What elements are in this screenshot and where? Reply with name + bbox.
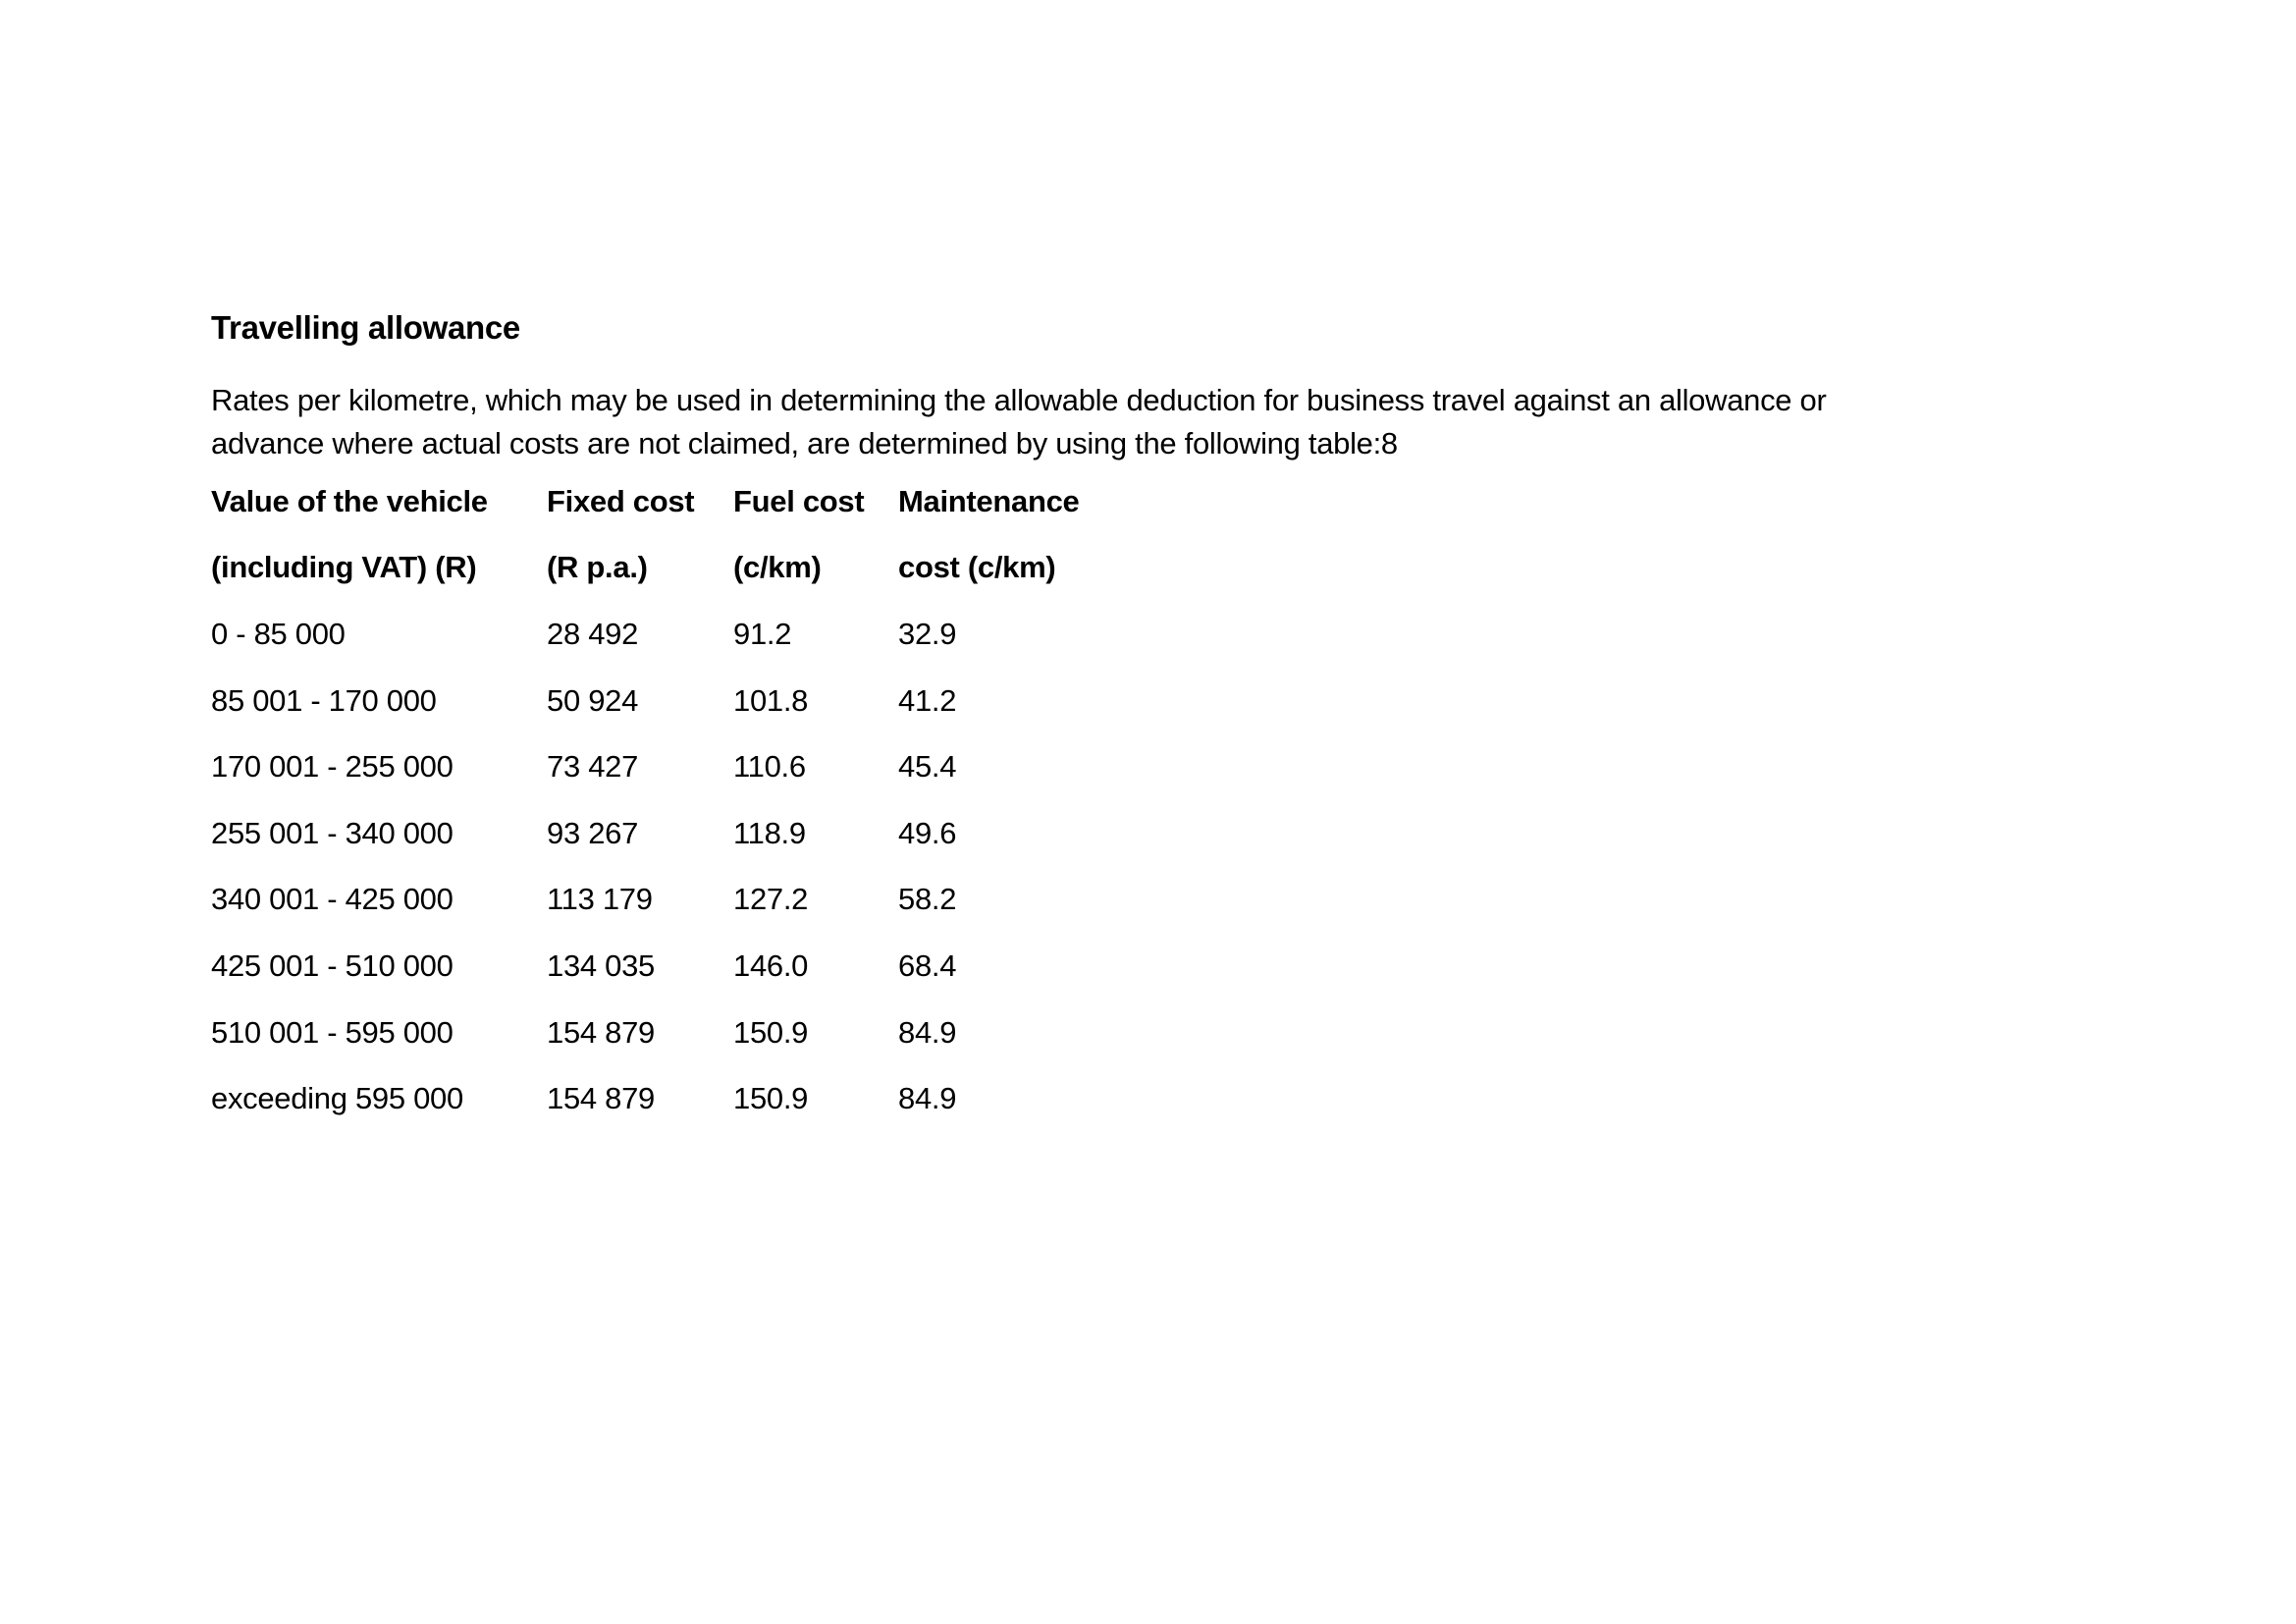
- table-header-row: [211, 535, 2178, 602]
- col-subheader-vehicle-value: (including VAT) (R): [211, 550, 477, 585]
- cell-fixed-cost: 134 035: [547, 947, 655, 983]
- cell-vehicle-value: 255 001 - 340 000: [211, 815, 454, 850]
- table-row: [211, 601, 2178, 668]
- col-subheader-fuel-cost: (c/km): [733, 550, 822, 585]
- intro-paragraph-line: Rates per kilometre, which may be used in determining the allowable deduction for business travel against an allowance or: [211, 383, 1827, 417]
- cell-vehicle-value: 425 001 - 510 000: [211, 947, 454, 983]
- cell-vehicle-value: 340 001 - 425 000: [211, 882, 454, 917]
- cell-maintenance: 45.4: [898, 749, 957, 785]
- cell-fuel-cost: 110.6: [733, 749, 806, 785]
- cell-vehicle-value: exceeding 595 000: [211, 1081, 463, 1116]
- cell-fuel-cost: 150.9: [733, 1081, 809, 1116]
- col-subheader-maintenance: cost (c/km): [898, 550, 1056, 585]
- cell-fixed-cost: 113 179: [547, 882, 653, 917]
- table-row: [211, 733, 2178, 800]
- table-row: [211, 800, 2178, 867]
- table-row: [211, 1065, 2178, 1132]
- cell-maintenance: 41.2: [898, 682, 957, 718]
- cell-maintenance: 49.6: [898, 815, 957, 850]
- cell-fixed-cost: 154 879: [547, 1014, 655, 1050]
- cell-vehicle-value: 85 001 - 170 000: [211, 682, 437, 718]
- cell-vehicle-value: 170 001 - 255 000: [211, 749, 454, 785]
- cell-fuel-cost: 91.2: [733, 616, 792, 651]
- cell-maintenance: 84.9: [898, 1014, 957, 1050]
- col-header-fixed-cost: Fixed cost: [547, 483, 695, 518]
- col-header-fuel-cost: Fuel cost: [733, 483, 865, 518]
- cell-maintenance: 32.9: [898, 616, 957, 651]
- col-subheader-fixed-cost: (R p.a.): [547, 550, 648, 585]
- cell-fuel-cost: 127.2: [733, 882, 809, 917]
- cell-fixed-cost: 93 267: [547, 815, 639, 850]
- rates-table: [211, 468, 2178, 1132]
- cell-maintenance: 84.9: [898, 1081, 957, 1116]
- cell-maintenance: 58.2: [898, 882, 957, 917]
- cell-fuel-cost: 118.9: [733, 815, 806, 850]
- intro-paragraph-line: advance where actual costs are not claimed, are determined by using the following table:8: [211, 426, 1398, 460]
- page-title: Travelling allowance: [211, 309, 520, 346]
- table-row: [211, 933, 2178, 1000]
- table-row: [211, 668, 2178, 734]
- cell-fuel-cost: 101.8: [733, 682, 809, 718]
- col-header-vehicle-value: Value of the vehicle: [211, 483, 488, 518]
- cell-fixed-cost: 50 924: [547, 682, 639, 718]
- col-header-maintenance: Maintenance: [898, 483, 1080, 518]
- cell-vehicle-value: 510 001 - 595 000: [211, 1014, 454, 1050]
- cell-fixed-cost: 154 879: [547, 1081, 655, 1116]
- document-content: [211, 306, 2178, 1132]
- cell-maintenance: 68.4: [898, 947, 957, 983]
- cell-fuel-cost: 150.9: [733, 1014, 809, 1050]
- table-row: [211, 1000, 2178, 1066]
- cell-fuel-cost: 146.0: [733, 947, 809, 983]
- cell-fixed-cost: 73 427: [547, 749, 639, 785]
- intro-paragraph: [211, 379, 2178, 465]
- cell-fixed-cost: 28 492: [547, 616, 639, 651]
- table-header-row: [211, 468, 2178, 535]
- cell-vehicle-value: 0 - 85 000: [211, 616, 346, 651]
- table-row: [211, 867, 2178, 934]
